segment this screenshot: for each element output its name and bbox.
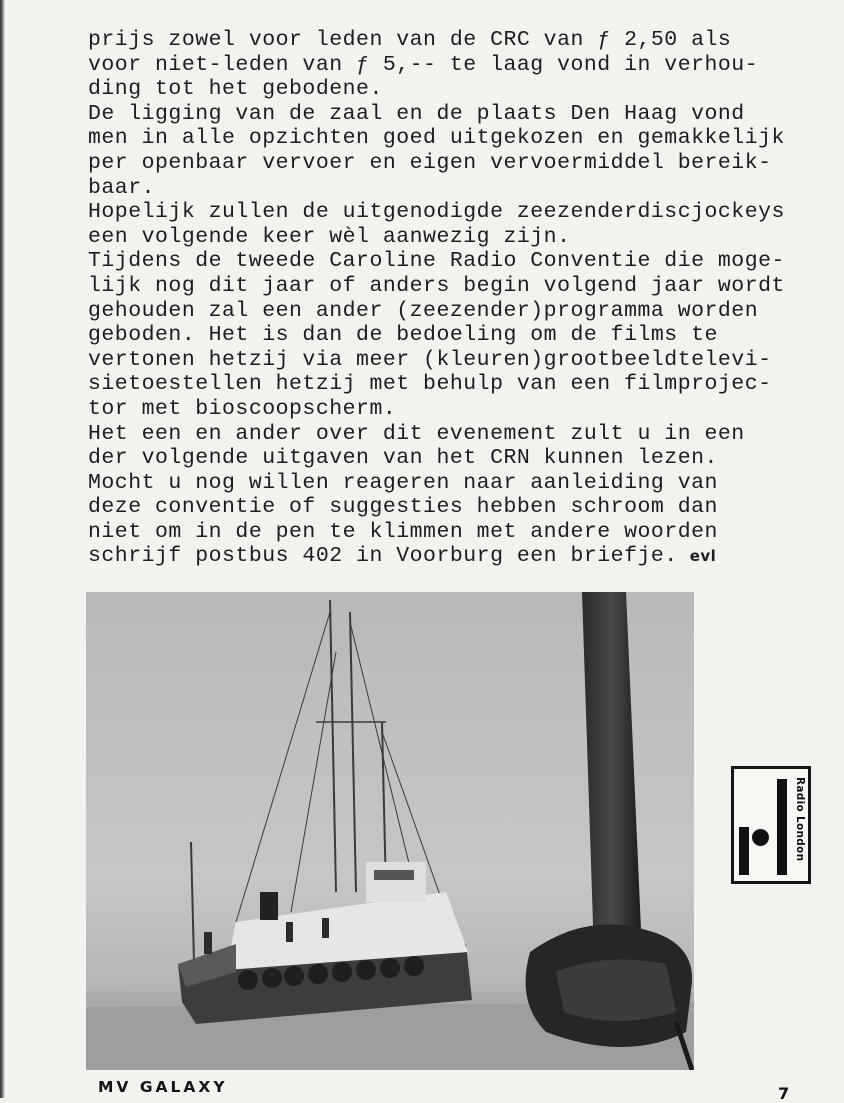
photo-caption: MV GALAXY <box>98 1078 228 1096</box>
fender <box>332 962 352 982</box>
logo-tall-bar <box>777 779 787 875</box>
fender <box>238 970 258 990</box>
ship-funnel <box>260 892 278 920</box>
author-signature: evl <box>689 547 717 566</box>
text-line: lijk nog dit jaar of anders begin volgend jaar wordt <box>88 273 785 298</box>
text-line: men in alle opzichten goed uitgekozen en gemakkelijk <box>88 126 785 151</box>
page-edge-shadow <box>0 0 5 1098</box>
text-line: prijs zowel voor leden van de CRC van ƒ 2,50 als <box>88 28 732 52</box>
text-line: deze conventie of suggesties hebben schroom dan <box>88 495 718 520</box>
text-line: der volgende uitgaven van het CRN kunnen lezen. <box>88 446 718 471</box>
fender <box>308 964 328 984</box>
fender <box>284 966 304 986</box>
crew-figure <box>286 922 293 942</box>
last-text-line <box>88 544 798 569</box>
text-line: gehouden zal een ander (zeezender)programma worden <box>88 298 759 323</box>
text-line: baar. <box>88 175 156 200</box>
text-line: per openbaar vervoer en eigen vervoermiddel bereik- <box>88 150 772 175</box>
page-number: 7 <box>778 1084 790 1103</box>
logo-short-bar <box>739 827 749 875</box>
text-line: Het een en ander over dit evenement zult u in een <box>88 421 745 446</box>
crew-figure <box>322 918 329 938</box>
fender <box>356 960 376 980</box>
ship-photo <box>86 592 694 1070</box>
fender <box>380 958 400 978</box>
fender <box>404 956 424 976</box>
text-line: tor met bioscoopscherm. <box>88 396 397 421</box>
text-line: voor niet-leden van ƒ 5,-- te laag vond in verhou- <box>88 52 759 77</box>
text-line: niet om in de pen te klimmen met andere woorden <box>88 519 718 544</box>
text-line: geboden. Het is dan de bedoeling om de films te <box>88 323 718 348</box>
logo-text: Radio London <box>794 777 806 862</box>
ship-bridge <box>366 862 426 902</box>
text-line: vertonen hetzij via meer (kleuren)grootbeeldtelevi- <box>88 347 772 372</box>
text-line: De ligging van de zaal en de plaats Den Haag vond <box>88 101 745 126</box>
text-line: een volgende keer wèl aanwezig zijn. <box>88 224 571 249</box>
text-line: ding tot het gebodene. <box>88 77 383 102</box>
mooring-rope <box>556 960 676 1022</box>
ship-bridge-window <box>374 870 414 880</box>
fender <box>262 968 282 988</box>
radio-london-logo <box>731 766 811 884</box>
logo-dot <box>752 829 769 846</box>
text-line: Mocht u nog willen reageren naar aanleiding van <box>88 470 718 495</box>
text-line: Tijdens de tweede Caroline Radio Conventie die moge- <box>88 249 785 274</box>
text-line: schrijf postbus 402 in Voorburg een briefje. <box>88 544 678 569</box>
crew-figure <box>204 932 212 954</box>
text-line: Hopelijk zullen de uitgenodigde zeezenderdiscjockeys <box>88 200 785 225</box>
article-text <box>88 28 798 569</box>
text-line: sietoestellen hetzij met behulp van een filmprojec- <box>88 372 772 397</box>
